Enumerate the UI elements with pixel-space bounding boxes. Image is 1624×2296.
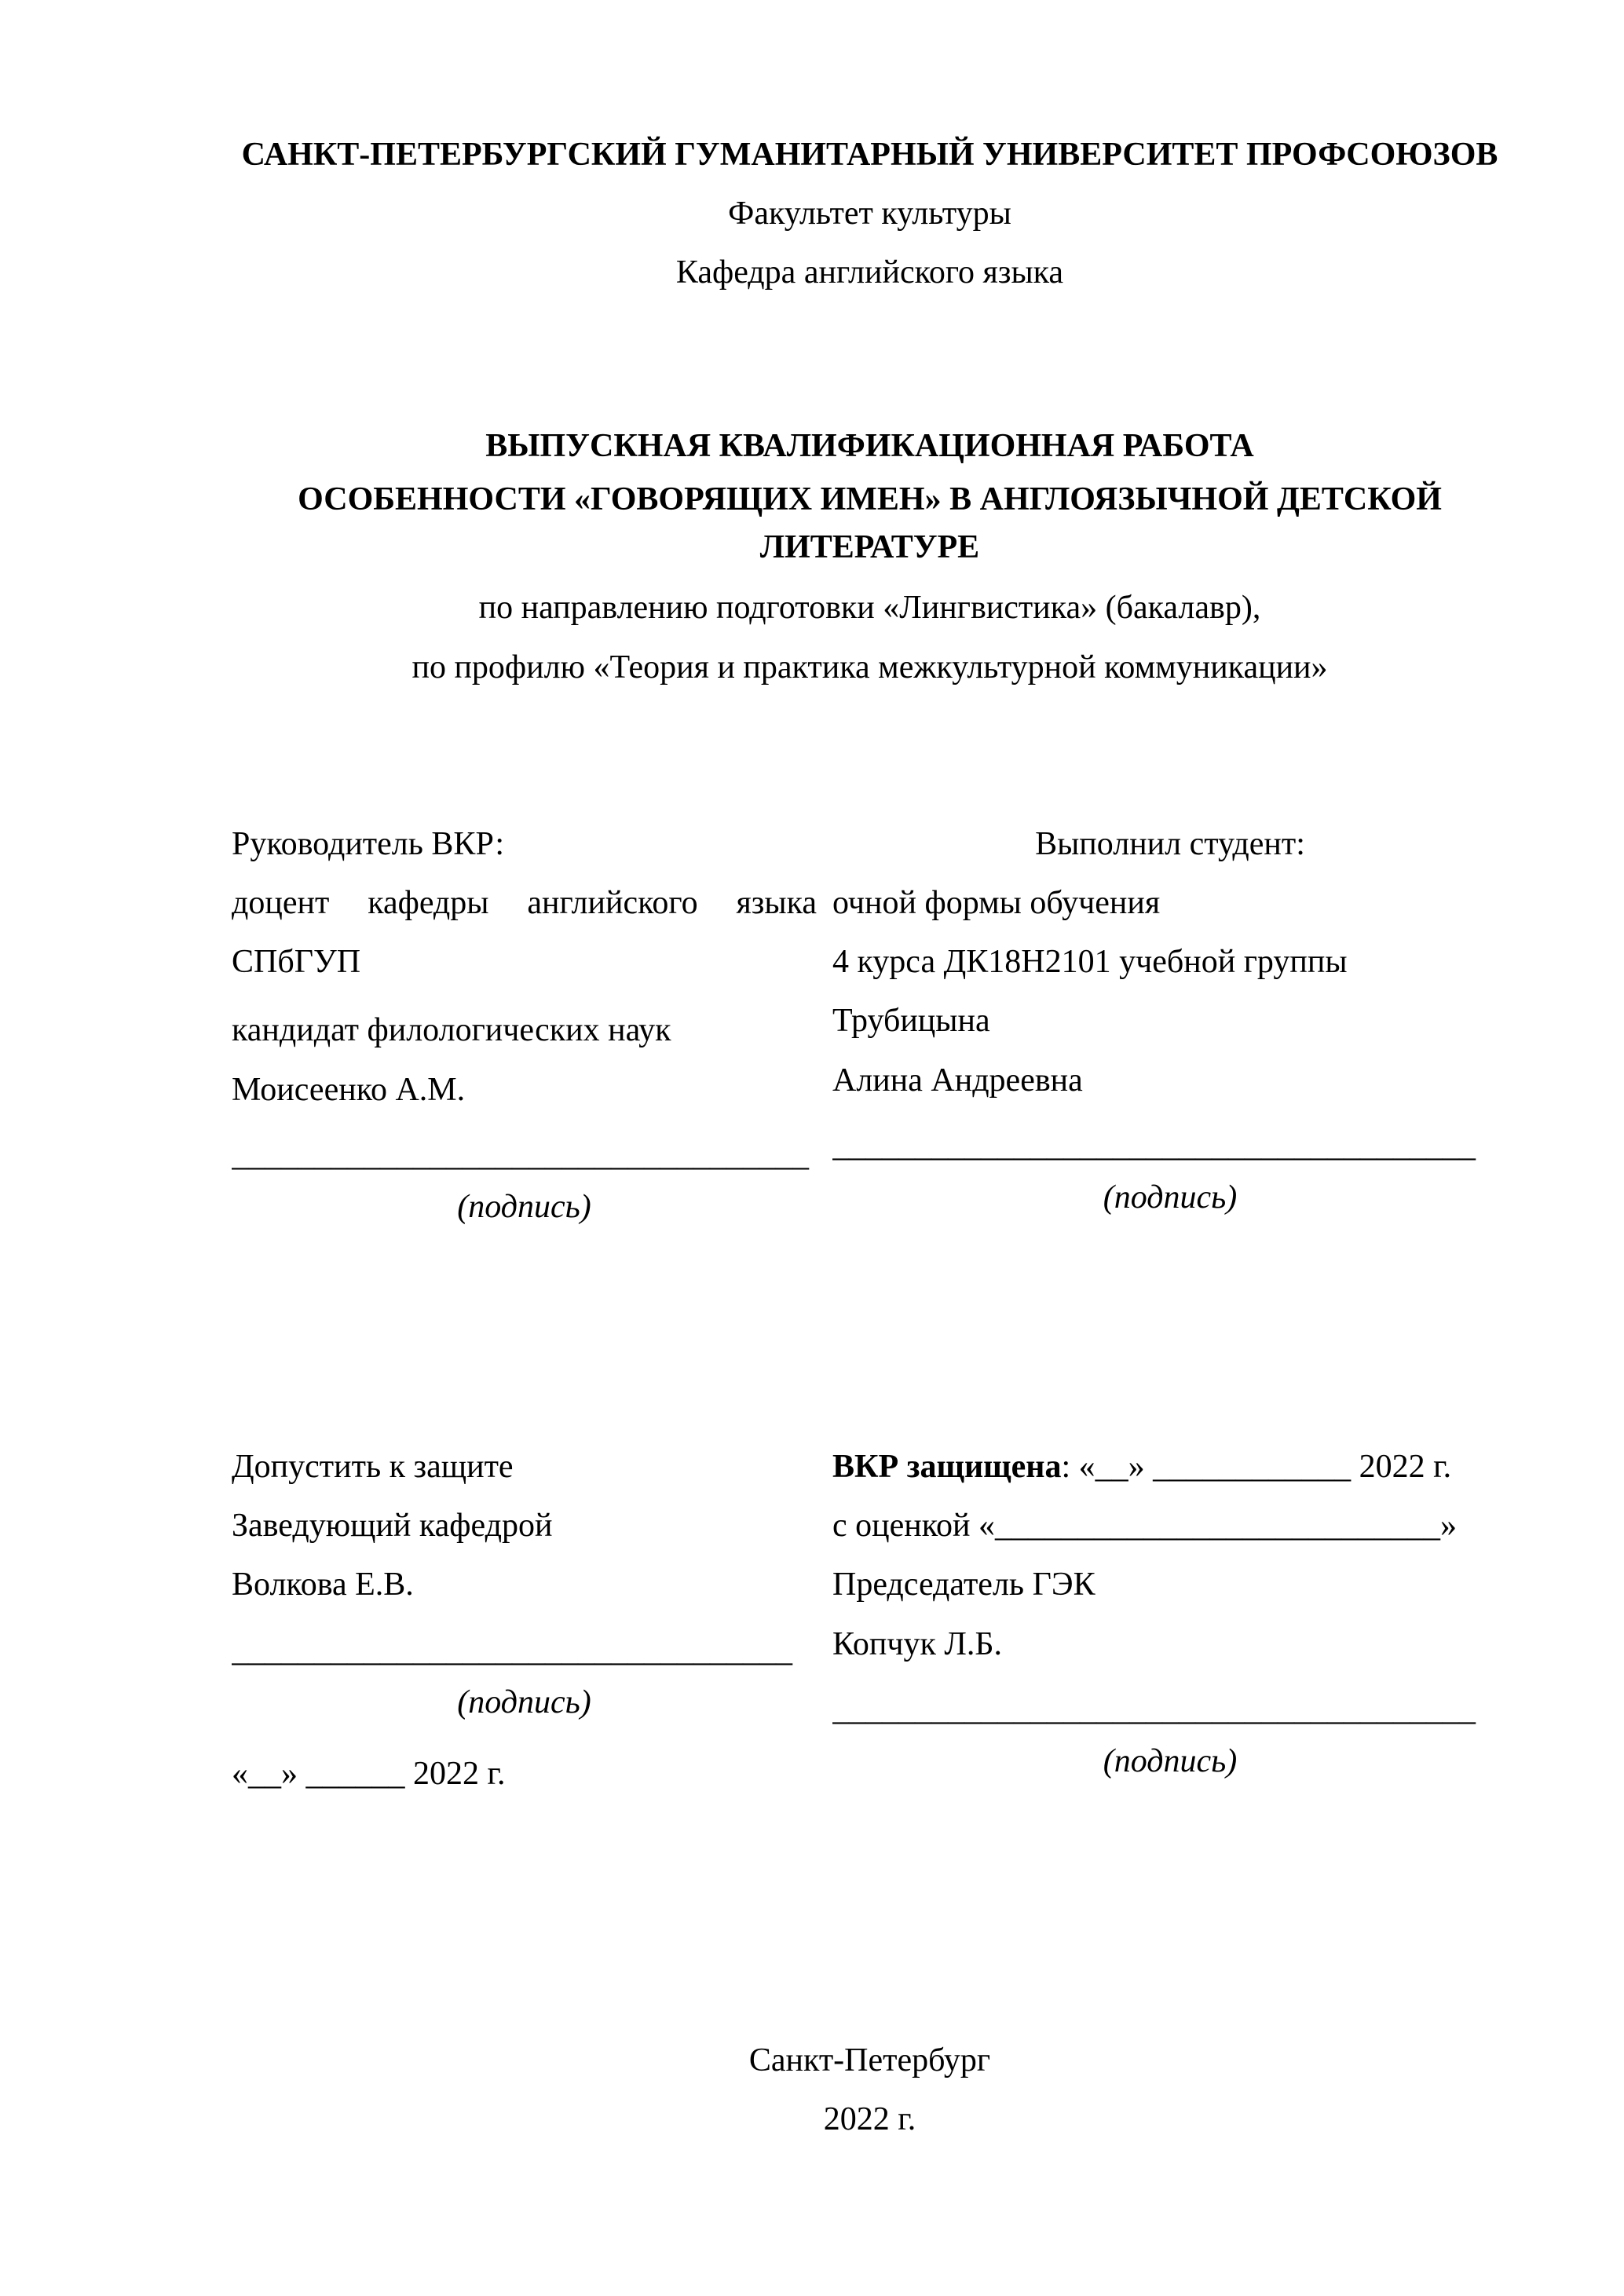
defense-status-label: ВКР защищена <box>832 1449 1062 1486</box>
footer-city: Санкт-Петербург <box>748 2042 991 2079</box>
defense-chair-title: Председатель ГЭК <box>832 1567 1095 1603</box>
admission-signature-label: (подпись) <box>457 1684 591 1720</box>
student-name: Алина Андреевна <box>832 1062 1083 1099</box>
supervisor-heading: Руководитель ВКР: <box>232 825 505 862</box>
signatures-bottom-section <box>232 1438 1508 1804</box>
supervisor-position: доцент кафедры английского языка СПбГУП <box>232 884 817 981</box>
supervisor-block <box>232 815 817 1226</box>
defense-signature-label: (подпись) <box>1103 1743 1238 1779</box>
admission-signature-line: __________________________________ <box>232 1632 792 1669</box>
faculty-name: Факультет культуры <box>728 196 1011 232</box>
student-signature-label: (подпись) <box>1103 1179 1238 1216</box>
admission-line2: Заведующий кафедрой <box>232 1508 553 1545</box>
university-name: САНКТ-ПЕТЕРБУРГСКИЙ ГУМАНИТАРНЫЙ УНИВЕРСИТЕТ ПРОФСОЮЗОВ <box>241 137 1498 173</box>
defense-block <box>832 1438 1508 1780</box>
student-study-form: очной формы обучения <box>832 884 1161 921</box>
document-header <box>232 126 1508 303</box>
defense-status-rest: : «__» ____________ 2022 г. <box>1061 1449 1452 1486</box>
document-footer <box>232 2031 1508 2149</box>
department-name: Кафедра английского языка <box>675 254 1064 291</box>
admission-name: Волкова Е.В. <box>232 1567 414 1603</box>
student-signature-line: _______________________________________ <box>832 1127 1476 1164</box>
student-heading: Выполнил студент: <box>1035 825 1305 862</box>
title-block <box>232 417 1508 697</box>
signatures-top-section <box>232 815 1508 1226</box>
defense-chair-name: Копчук Л.Б. <box>832 1625 1003 1662</box>
student-surname: Трубицына <box>832 1003 990 1040</box>
admission-line1: Допустить к защите <box>232 1449 514 1486</box>
thesis-title: ОСОБЕННОСТИ «ГОВОРЯЩИХ ИМЕН» В АНГЛОЯЗЫЧНОЙ ДЕТСКОЙ ЛИТЕРАТУРЕ <box>298 481 1442 565</box>
defense-status-line <box>832 1438 1508 1497</box>
profile-line: по профилю «Теория и практика межкультурной коммуникации» <box>411 649 1328 686</box>
student-group: 4 курса ДК18Н2101 учебной группы <box>832 944 1348 981</box>
supervisor-name: Моисеенко А.М. <box>232 1071 466 1108</box>
admission-date-line: «__» ______ 2022 г. <box>232 1756 506 1793</box>
admission-block <box>232 1438 817 1804</box>
work-type: ВЫПУСКНАЯ КВАЛИФИКАЦИОННАЯ РАБОТА <box>485 427 1254 464</box>
supervisor-degree: кандидат филологических наук <box>232 1012 671 1049</box>
defense-grade-line: с оценкой «___________________________» <box>832 1508 1457 1545</box>
program-line: по направлению подготовки «Лингвистика» (бакалавр), <box>478 590 1261 627</box>
supervisor-signature-label: (подпись) <box>457 1188 591 1225</box>
footer-year: 2022 г. <box>823 2101 916 2138</box>
student-block <box>832 815 1508 1216</box>
defense-signature-line: _______________________________________ <box>832 1691 1476 1727</box>
supervisor-signature-line: ___________________________________ <box>232 1136 809 1173</box>
